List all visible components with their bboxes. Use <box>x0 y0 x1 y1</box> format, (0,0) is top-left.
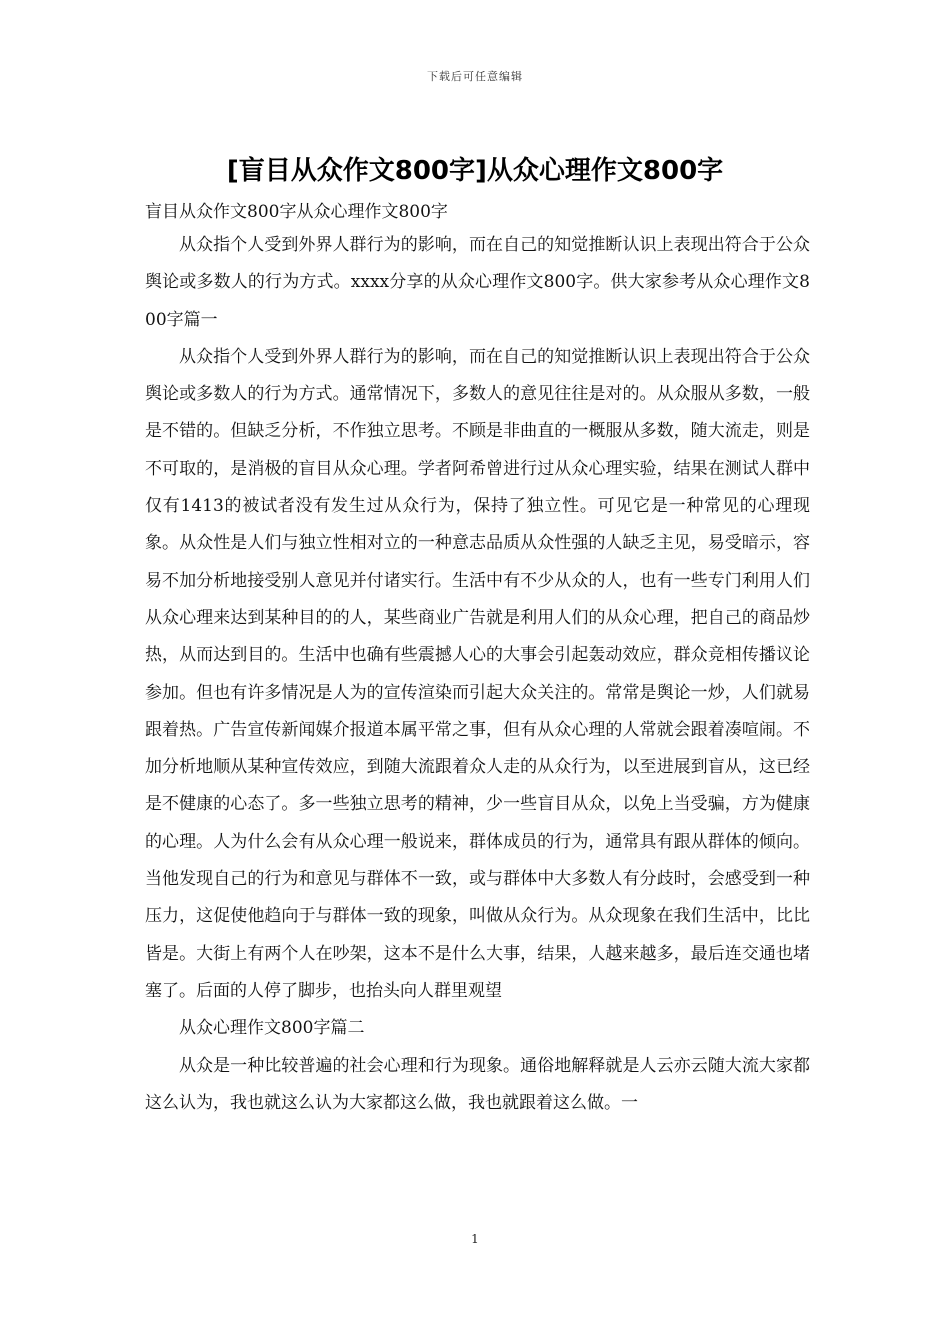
paragraph-intro: 从众指个人受到外界人群行为的影响，而在自己的知觉推断认识上表现出符合于公众舆论或多数人的行为方式。xxxx分享的从众心理作文800字。供大家参考从众心理作文800字篇一 <box>145 235 810 330</box>
page-number: 1 <box>471 1232 479 1246</box>
paragraph-essay-two: 从众是一种比较普遍的社会心理和行为现象。通俗地解释就是人云亦云随大流大家都这么认为，我也就这么认为大家都这么做，我也就跟着这么做。一 <box>145 1055 810 1113</box>
document-subtitle: 盲目从众作文800字从众心理作文800字 <box>145 202 448 222</box>
document-title: [盲目从众作文800字]从众心理作文800字 <box>226 156 724 186</box>
section-heading-essay-two: 从众心理作文800字篇二 <box>179 1018 365 1039</box>
document-body <box>145 227 810 1122</box>
paragraph-essay-one: 从众指个人受到外界人群行为的影响，而在自己的知觉推断认识上表现出符合于公众舆论或多数人的行为方式。通常情况下，多数人的意见往往是对的。从众服从多数，一般是不错的。但缺乏分析，不作独立思考。不顾是非曲直的一概服从多数，随大流走，则是不可取的，是消极的盲目从众心理。学者阿希曾进行过从众心理实验，结果在测试人群中仅有1413的被试者没有发生过从众行为，保持了独立性。可见它是一种常见的心理现象。从众性是人们与独立性相对立的一种意志品质从众性强的人缺乏主见，易受暗示，容易不加分析地接受别人意见并付诸实行。生活中有不少从众的人，也有一些专门利用人们从众心理来达到某种目的的人，某些商业广告就是利用人们的从众心理，把自己的商品炒热，从而达到目的。生活中也确有些震撼人心的大事会引起轰动效应，群众竞相传播议论参加。但也有许多情况是人为的宣传渲染而引起大众关注的。常常是舆论一炒，人们就易跟着热。广告宣传新闻媒介报道本属平常之事，但有从众心理的人常就会跟着凑喧闹。不加分析地顺从某种宣传效应，到随大流跟着众人走的从众行为，以至进展到盲从，这已经是不健康的心态了。多一些独立思考的精神，少一些盲目从众，以免上当受骗，方为健康的心理。人为什么会有从众心理一般说来，群体成员的行为，通常具有跟从群体的倾向。当他发现自己的行为和意见与群体不一致，或与群体中大多数人有分歧时，会感受到一种压力，这促使他趋向于与群体一致的现象，叫做从众行为。从众现象在我们生活中，比比皆是。大街上有两个人在吵架，这本不是什么大事，结果，人越来越多，最后连交通也堵塞了。后面的人停了脚步，也抬头向人群里观望 <box>145 346 810 1001</box>
header-note: 下载后可任意编辑 <box>427 70 523 83</box>
